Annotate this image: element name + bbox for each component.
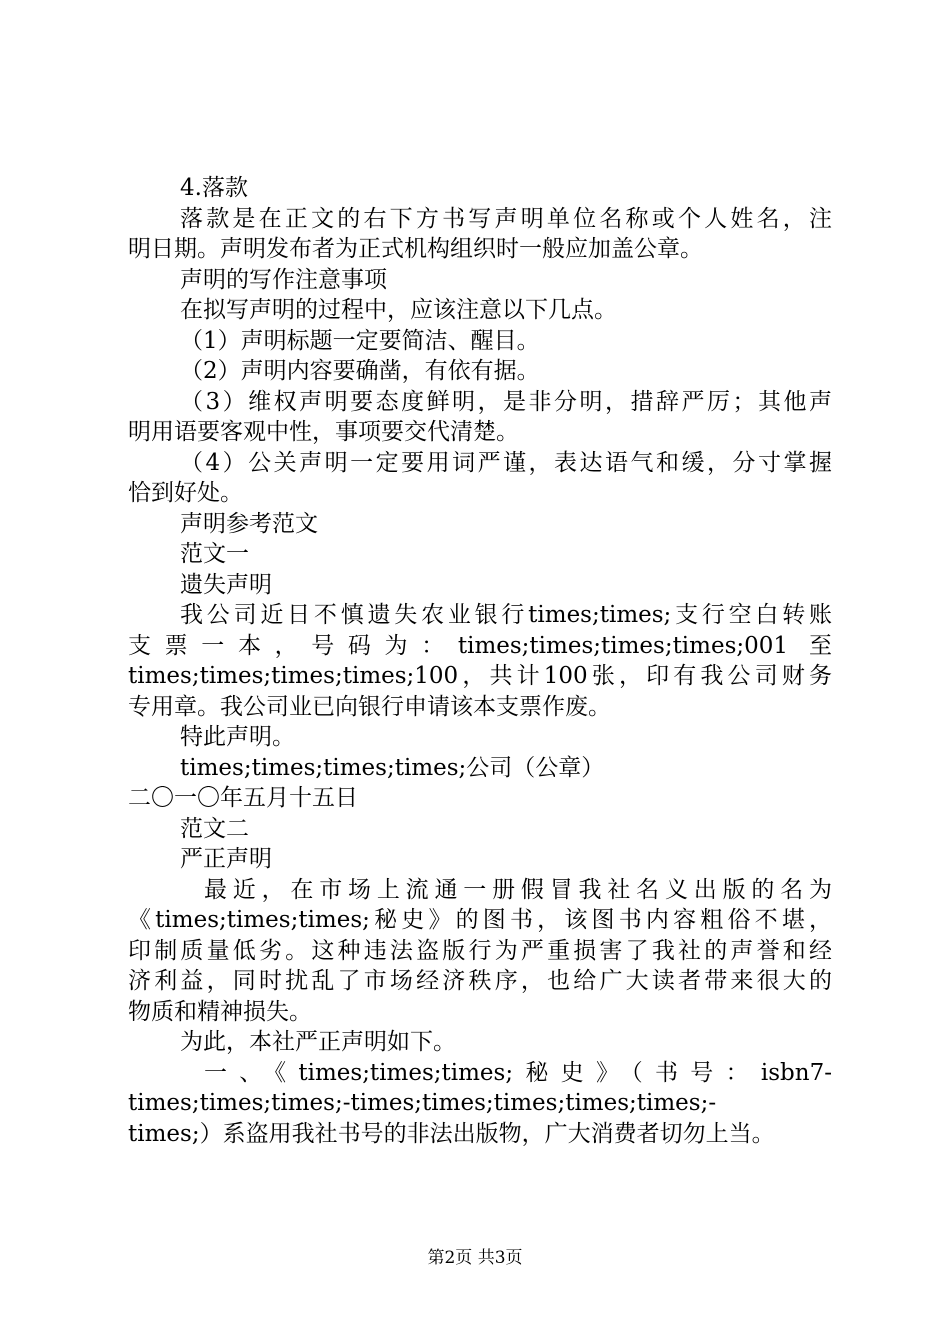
list-item: （2）声明内容要确凿，有依有据。: [180, 358, 540, 384]
text-line: 4.落款: [180, 175, 248, 201]
text-line: 印制质量低劣。这种违法盗版行为严重损害了我社的声誉和经: [128, 937, 832, 964]
text-line: 落款是在正文的右下方书写声明单位名称或个人姓名，注: [180, 205, 832, 232]
sample-heading: 范文二: [180, 815, 249, 842]
text-line: 支票一本，号码为：times;times;times;times;001 至: [128, 632, 832, 659]
list-item: （3）维权声明要态度鲜明，是非分明，措辞严厉；其他声: [180, 388, 832, 415]
list-item: （4）公关声明一定要用词严谨，表达语气和缓，分寸掌握: [180, 449, 832, 476]
text-line: 我公司近日不慎遗失农业银行times;times;支行空白转账: [180, 602, 832, 628]
list-item: （1）声明标题一定要简洁、醒目。: [180, 327, 540, 354]
text-line: 明用语要客观中性，事项要交代清楚。: [128, 419, 519, 445]
text-line: 特此声明。: [180, 724, 295, 750]
text-line: 一、《times;times;times;秘史》（书号：isbn7-: [204, 1059, 832, 1086]
text-line: 在拟写声明的过程中，应该注意以下几点。: [180, 297, 617, 323]
text-line: times;times;times;times;100，共计100张，印有我公司财务: [128, 663, 832, 689]
sample-heading: 范文一: [180, 541, 249, 567]
sample-title: 遗失声明: [180, 571, 272, 598]
text-line: times;）系盗用我社书号的非法出版物，广大消费者切勿上当。: [128, 1120, 775, 1147]
text-line: times;times;times;-times;times;times;times;times;-: [128, 1090, 717, 1116]
text-line: 济利益，同时扰乱了市场经济秩序，也给广大读者带来很大的: [128, 968, 832, 994]
date-line: 二〇一〇年五月十五日: [128, 785, 358, 811]
section-heading: 声明参考范文: [180, 510, 318, 537]
page-footer: 第2页 共3页: [427, 1248, 523, 1268]
sample-title: 严正声明: [180, 846, 272, 872]
text-line: 明日期。声明发布者为正式机构组织时一般应加盖公章。: [128, 236, 703, 262]
text-line: 最近，在市场上流通一册假冒我社名义出版的名为: [204, 876, 832, 903]
text-line: 物质和精神损失。: [128, 998, 312, 1025]
text-line: 为此，本社严正声明如下。: [180, 1029, 456, 1055]
signature-line: times;times;times;times;公司（公章）: [180, 754, 605, 781]
section-heading: 声明的写作注意事项: [180, 266, 387, 293]
text-line: 《times;times;times;秘史》的图书，该图书内容粗俗不堪，: [128, 907, 832, 933]
text-line: 专用章。我公司业已向银行申请该本支票作废。: [128, 693, 611, 720]
text-line: 恰到好处。: [128, 480, 243, 506]
document-body: [128, 173, 832, 1149]
